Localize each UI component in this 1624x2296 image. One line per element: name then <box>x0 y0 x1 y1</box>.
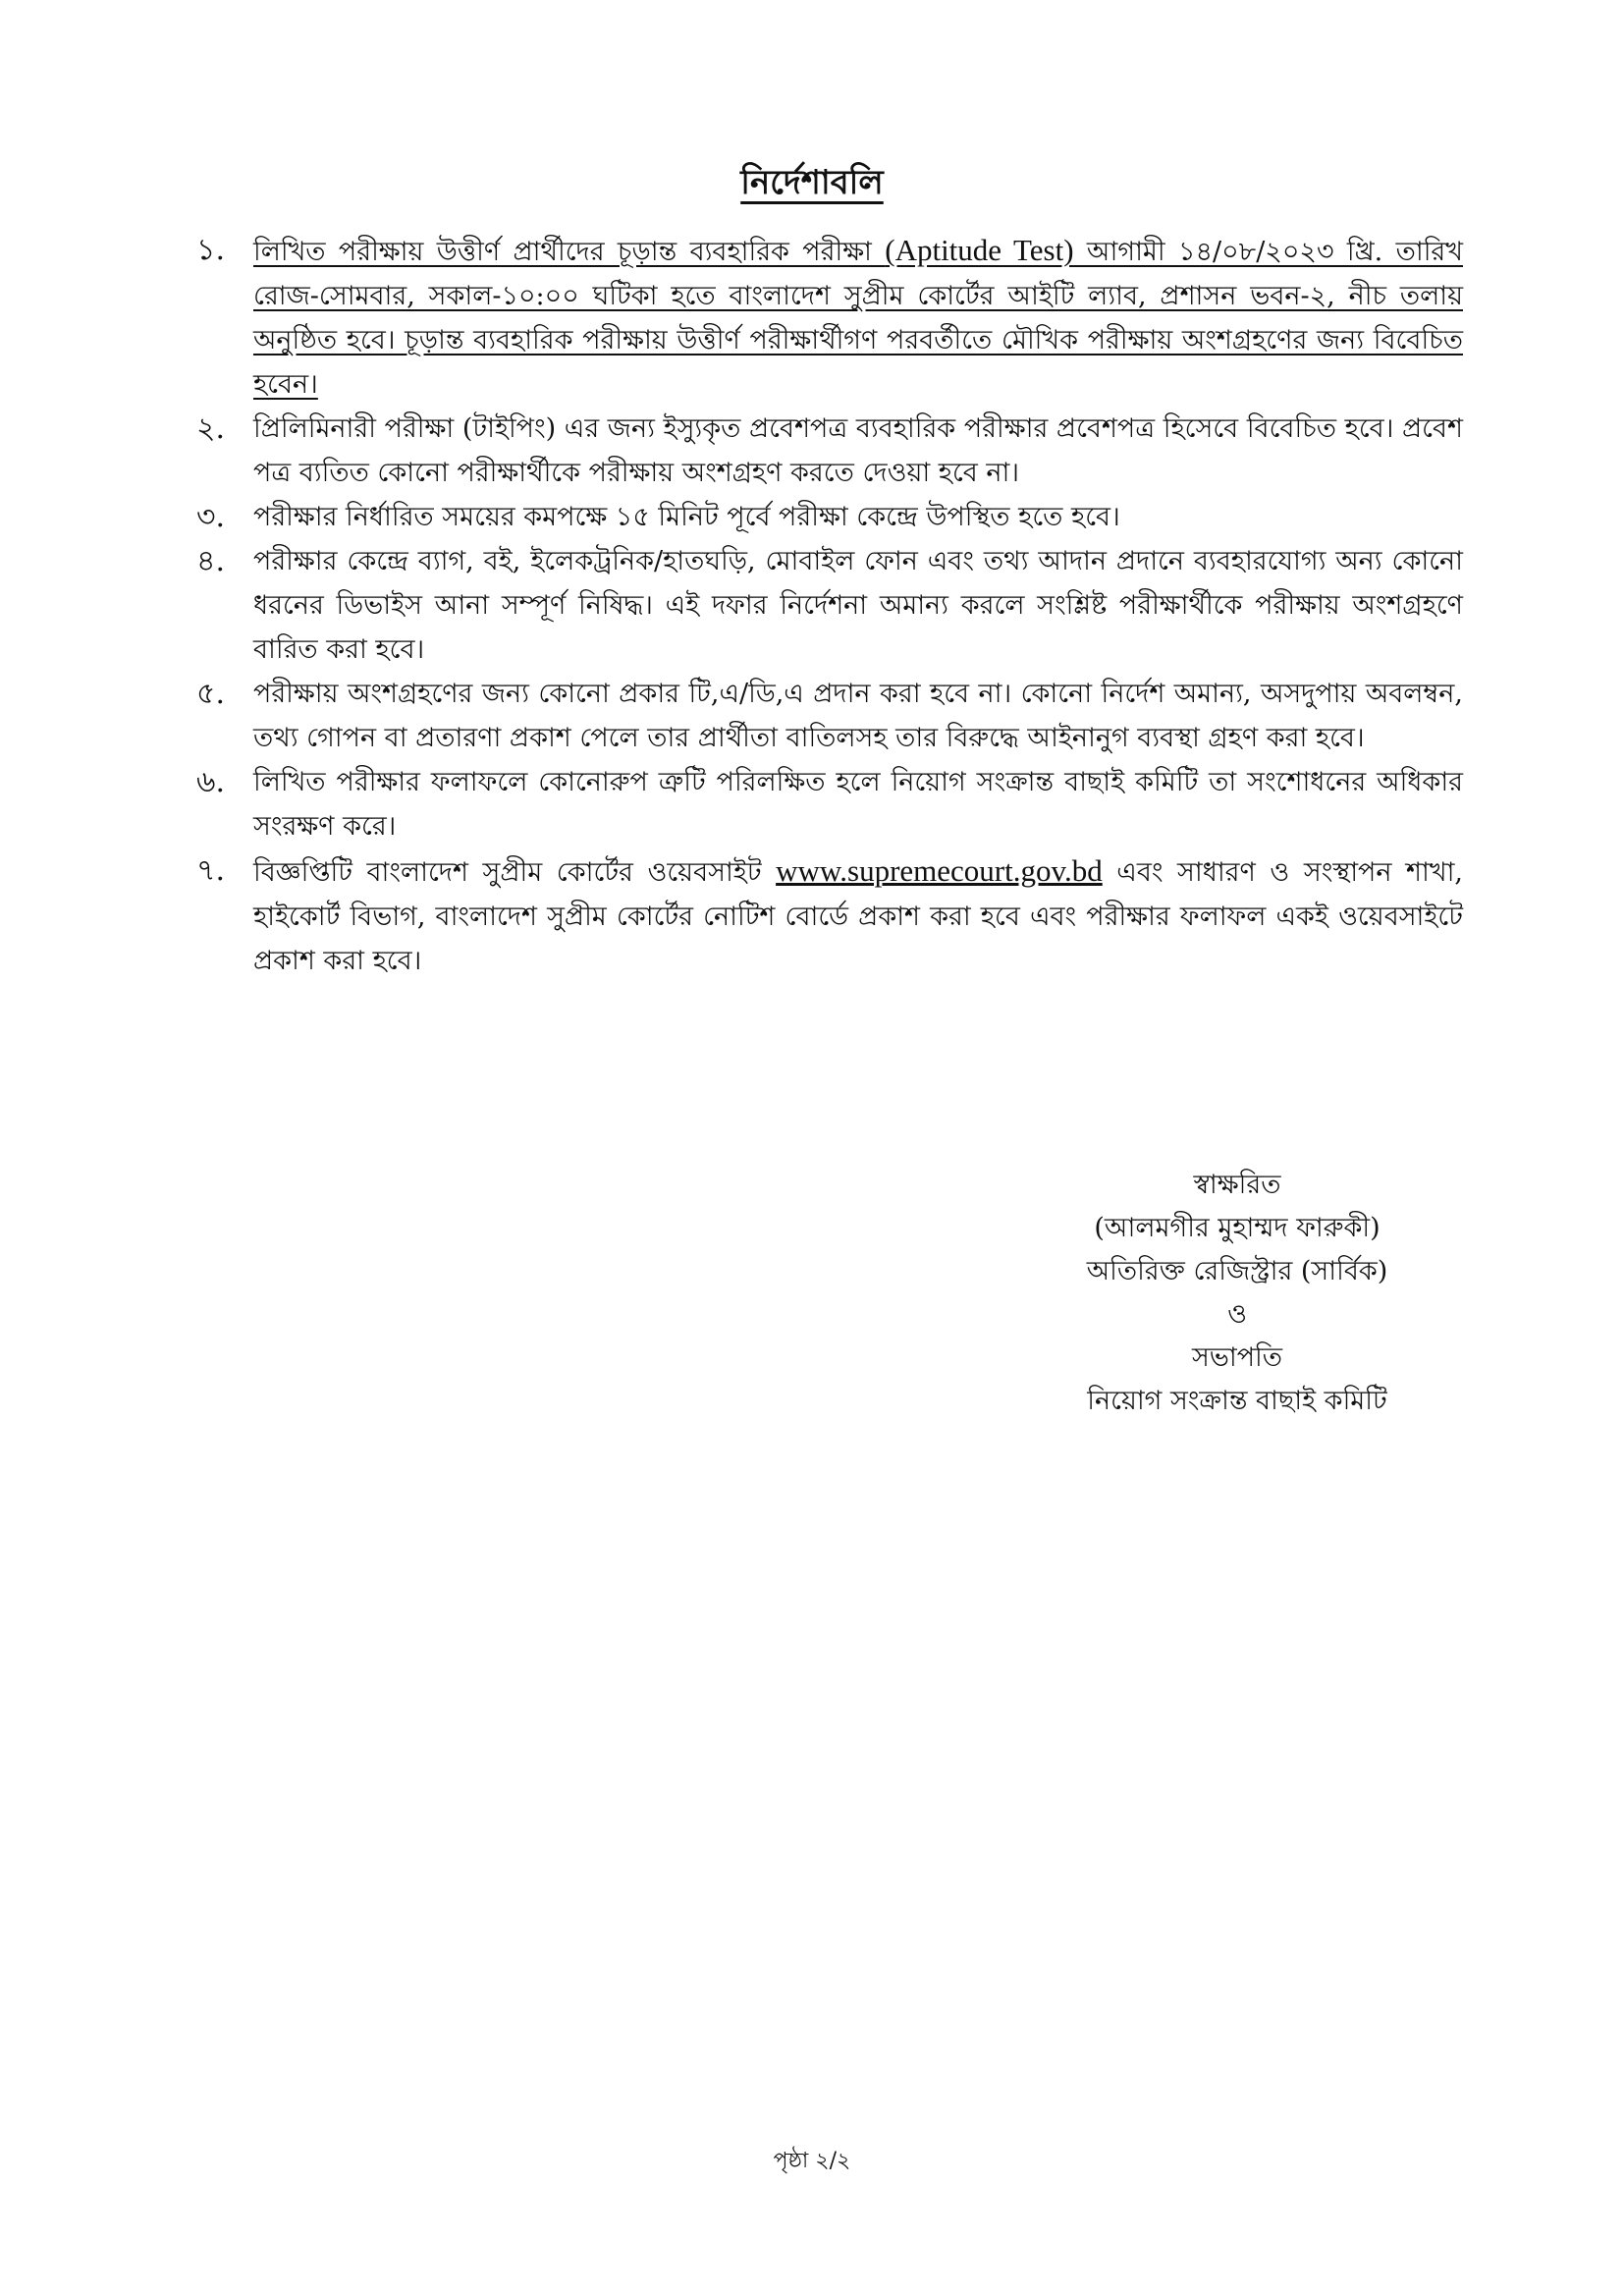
instruction-item-1 <box>196 228 1463 407</box>
instruction-text: প্রিলিমিনারী পরীক্ষা (টাইপিং) এর জন্য ইস্যুকৃত প্রবেশপত্র ব্যবহারিক পরীক্ষার প্রবেশপত্র হিসেবে বিবেচিত হবে। প্রবেশ পত্র ব্যতিত কোনো পরীক্ষার্থীকে পরীক্ষায় অংশগ্রহণ করতে দেওয়া হবে না। <box>253 413 1463 488</box>
aptitude-test-label: (Aptitude Test) <box>885 233 1074 267</box>
signatory-name: (আলমগীর মুহাম্মদ ফারুকী) <box>1094 1213 1380 1243</box>
instruction-item-6 <box>196 760 1463 848</box>
instruction-item-4 <box>196 539 1463 672</box>
instruction-list <box>196 228 1463 983</box>
signatory-conjunction: ও <box>1227 1299 1247 1330</box>
instruction-text: লিখিত পরীক্ষার ফলাফলে কোনোরুপ ত্রুটি পরিলক্ষিত হলে নিয়োগ সংক্রান্ত বাছাই কমিটি তা সংশোধনের অধিকার সংরক্ষণ করে। <box>253 767 1463 842</box>
instruction-text-part: বিজ্ঞপ্তিটি বাংলাদেশ সুপ্রীম কোর্টের ওয়েবসাইট <box>253 857 777 888</box>
instruction-number: ২. <box>196 411 226 446</box>
website-link[interactable]: www.supremecourt.gov.bd <box>776 853 1103 888</box>
instruction-item-3 <box>196 495 1463 539</box>
instruction-item-5 <box>196 672 1463 760</box>
signatory-committee: নিয়োগ সংক্রান্ত বাছাই কমিটি <box>1087 1386 1387 1416</box>
page-number: পৃষ্ঠা ২/২ <box>773 2149 851 2173</box>
instruction-number: ৭. <box>196 853 226 888</box>
instruction-text <box>253 848 1463 983</box>
signatory-role: সভাপতি <box>1191 1342 1283 1373</box>
instruction-item-7 <box>196 848 1463 983</box>
signature-block <box>1041 1164 1434 1423</box>
instruction-text <box>253 228 1463 407</box>
signed-label: স্বাক্ষরিত <box>1193 1170 1281 1200</box>
instruction-text: পরীক্ষায় অংশগ্রহণের জন্য কোনো প্রকার টি,এ/ডি,এ প্রদান করা হবে না। কোনো নির্দেশ অমান্য, অসদুপায় অবলম্বন, তথ্য গোপন বা প্রতারণা প্রকাশ পেলে তার প্রার্থীতা বাতিলসহ তার বিরুদ্ধে আইনানুগ ব্যবস্থা গ্রহণ করা হবে। <box>253 679 1463 753</box>
instruction-text: পরীক্ষার নির্ধারিত সময়ের কমপক্ষে ১৫ মিনিট পূর্বে পরীক্ষা কেন্দ্রে উপস্থিত হতে হবে। <box>253 502 1120 532</box>
page-title: নির্দেশাবলি <box>740 163 884 202</box>
instruction-text-part: লিখিত পরীক্ষায় উত্তীর্ণ প্রার্থীদের চূড়ান্ত ব্যবহারিক পরীক্ষা <box>253 237 886 267</box>
instruction-number: ১. <box>196 233 226 267</box>
signatory-designation: অতিরিক্ত রেজিস্ট্রার (সার্বিক) <box>1086 1256 1388 1286</box>
instruction-number: ৫. <box>196 677 226 711</box>
instruction-number: ৩. <box>196 500 226 534</box>
instruction-text: পরীক্ষার কেন্দ্রে ব্যাগ, বই, ইলেকট্রনিক/হাতঘড়ি, মোবাইল ফোন এবং তথ্য আদান প্রদানে ব্যবহারযোগ্য অন্য কোনো ধরনের ডিভাইস আনা সম্পূর্ণ নিষিদ্ধ। এই দফার নির্দেশনা অমান্য করলে সংশ্লিষ্ট পরীক্ষার্থীকে পরীক্ষায় অংশগ্রহণে বারিত করা হবে। <box>253 546 1463 665</box>
instruction-number: ৪. <box>196 544 226 578</box>
instruction-text-part: এবং সাধারণ ও সংস্থাপন শাখা, হাইকোর্ট বিভাগ, বাংলাদেশ সুপ্রীম কোর্টের নোটিশ বোর্ডে প্রকাশ করা হবে এবং পরীক্ষার ফলাফল একই ওয়েবসাইটে প্রকাশ করা হবে। <box>253 857 1463 976</box>
instruction-number: ৬. <box>196 765 226 799</box>
instruction-item-2 <box>196 407 1463 495</box>
instruction-text-part: আগামী ১৪/০৮/২০২৩ খ্রি. তারিখ রোজ-সোমবার, সকাল-১০:০০ ঘটিকা হতে বাংলাদেশ সুপ্রীম কোর্টের আইটি ল্যাব, প্রশাসন ভবন-২, নীচ তলায় অনুষ্ঠিত হবে। চূড়ান্ত ব্যবহারিক পরীক্ষায় উত্তীর্ণ পরীক্ষার্থীগণ পরবর্তীতে মৌখিক পরীক্ষায় অংশগ্রহণের জন্য বিবেচিত হবেন। <box>253 237 1463 400</box>
